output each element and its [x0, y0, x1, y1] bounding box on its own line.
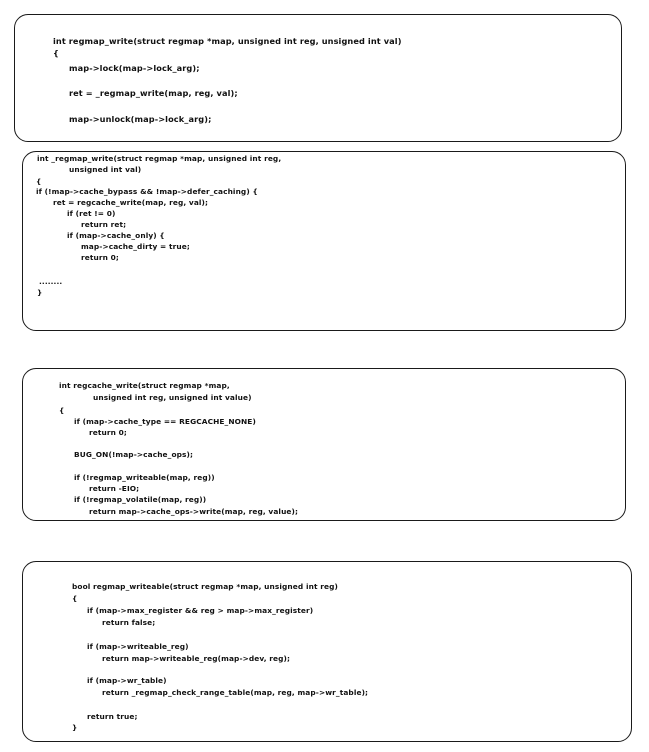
code-line: int regmap_write(struct regmap *map, unsigned int reg, unsigned int val): [53, 36, 402, 46]
code-line: {: [72, 594, 78, 603]
code-line: if (!map->cache_bypass && !map->defer_caching) {: [36, 187, 258, 196]
code-line: map->lock(map->lock_arg);: [69, 63, 200, 73]
code-line: BUG_ON(!map->cache_ops);: [74, 450, 194, 459]
code-line: {: [53, 48, 59, 58]
code-line: if (map->writeable_reg): [87, 642, 189, 651]
code-line: int _regmap_write(struct regmap *map, unsigned int reg,: [37, 154, 282, 163]
code-panel-underscore-regmap-write: [22, 151, 626, 331]
code-line: return _regmap_check_range_table(map, reg, map->wr_table);: [102, 688, 369, 697]
code-line: bool regmap_writeable(struct regmap *map, unsigned int reg): [72, 582, 338, 591]
code-line: return 0;: [89, 428, 127, 437]
code-line: }: [72, 723, 78, 732]
code-line: return 0;: [81, 253, 119, 262]
code-line: map->unlock(map->lock_arg);: [69, 114, 212, 124]
code-line: return true;: [87, 712, 138, 721]
code-line: }: [37, 288, 43, 297]
code-panel-regmap-writeable: [22, 561, 632, 742]
code-line: if (map->wr_table): [87, 676, 167, 685]
code-line: if (!regmap_volatile(map, reg)): [74, 495, 207, 504]
code-line: if (ret != 0): [67, 209, 116, 218]
code-line: ........: [39, 277, 63, 286]
code-line: return false;: [102, 618, 156, 627]
code-line: return -EIO;: [89, 484, 140, 493]
code-line: ret = regcache_write(map, reg, val);: [53, 198, 209, 207]
code-line: return map->cache_ops->write(map, reg, value);: [89, 507, 299, 516]
code-line: unsigned int val): [69, 165, 142, 174]
code-line: if (!regmap_writeable(map, reg)): [74, 473, 215, 482]
code-line: {: [36, 177, 42, 186]
code-line: {: [59, 406, 65, 415]
code-line: return ret;: [81, 220, 127, 229]
code-line: map->cache_dirty = true;: [81, 242, 190, 251]
code-line: if (map->max_register && reg > map->max_register): [87, 606, 314, 615]
code-line: unsigned int reg, unsigned int value): [93, 393, 252, 402]
code-panel-regcache-write: [22, 368, 626, 521]
code-line: ret = _regmap_write(map, reg, val);: [69, 88, 238, 98]
code-line: int regcache_write(struct regmap *map,: [59, 381, 230, 390]
code-line: if (map->cache_only) {: [67, 231, 165, 240]
code-line: return map->writeable_reg(map->dev, reg);: [102, 654, 291, 663]
code-panel-regmap-write: [14, 14, 622, 142]
code-line: if (map->cache_type == REGCACHE_NONE): [74, 417, 256, 426]
